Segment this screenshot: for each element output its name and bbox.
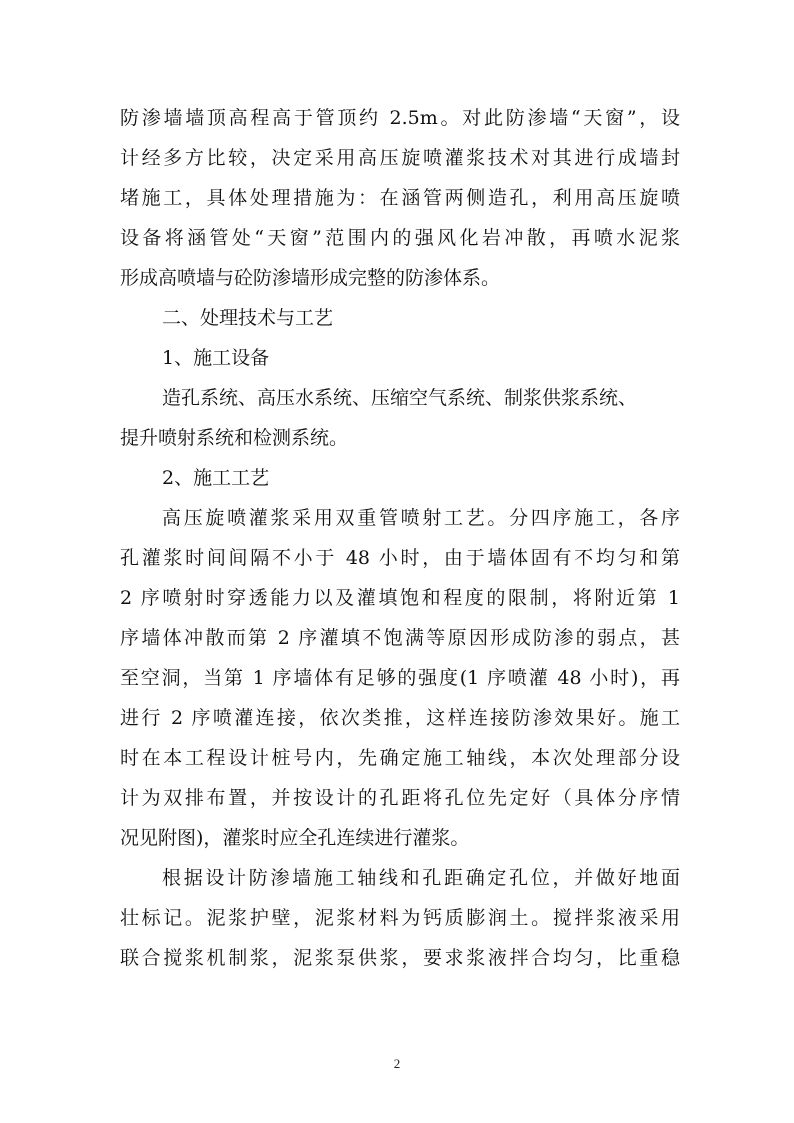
paragraph-line: 至空洞，当第 1 序墙体有足够的强度(1 序喷灌 48 小时)，再	[120, 667, 680, 689]
paragraph-line: 计经多方比较，决定采用高压旋喷灌浆技术对其进行成墙封	[120, 147, 680, 169]
paragraph-line: 计为双排布置，并按设计的孔距将孔位先定好（具体分序情	[120, 787, 680, 809]
page-number: 2	[393, 1056, 401, 1071]
subsection-heading: 1、施工设备	[162, 347, 270, 369]
paragraph-line: 设备将涵管处“天窗”范围内的强风化岩冲散，再喷水泥浆	[120, 227, 680, 249]
paragraph-line: 造孔系统、高压水系统、压缩空气系统、制浆供浆系统、	[162, 387, 638, 409]
paragraph-line: 壮标记。泥浆护壁，泥浆材料为钙质膨润土。搅拌浆液采用	[120, 907, 680, 929]
paragraph-line: 序墙体冲散而第 2 序灌填不饱满等原因形成防渗的弱点，甚	[120, 627, 680, 649]
paragraph-line: 时在本工程设计桩号内，先确定施工轴线，本次处理部分设	[120, 747, 680, 769]
paragraph-line: 根据设计防渗墙施工轴线和孔距确定孔位，并做好地面	[162, 867, 680, 889]
body-text	[120, 98, 680, 978]
paragraph-line: 进行 2 序喷灌连接，依次类推，这样连接防渗效果好。施工	[120, 707, 680, 729]
subsection-heading: 2、施工工艺	[162, 467, 270, 489]
paragraph-line: 况见附图)，灌浆时应全孔连续进行灌浆。	[120, 827, 470, 849]
paragraph-line: 2 序喷射时穿透能力以及灌填饱和程度的限制，将附近第 1	[120, 587, 680, 609]
paragraph-line: 堵施工，具体处理措施为：在涵管两侧造孔，利用高压旋喷	[120, 187, 680, 209]
paragraph-line: 防渗墙墙顶高程高于管顶约 2.5m。对此防渗墙“天窗”，设	[120, 107, 680, 129]
paragraph-line: 孔灌浆时间间隔不小于 48 小时，由于墙体固有不均匀和第	[120, 547, 680, 569]
section-heading: 二、处理技术与工艺	[162, 307, 334, 329]
paragraph-line: 形成高喷墙与砼防渗墙形成完整的防渗体系。	[120, 267, 501, 289]
paragraph-line: 提升喷射系统和检测系统。	[120, 427, 349, 449]
paragraph-line: 高压旋喷灌浆采用双重管喷射工艺。分四序施工，各序	[162, 507, 680, 529]
paragraph-line: 联合搅浆机制浆，泥浆泵供浆，要求浆液拌合均匀，比重稳	[120, 947, 680, 969]
